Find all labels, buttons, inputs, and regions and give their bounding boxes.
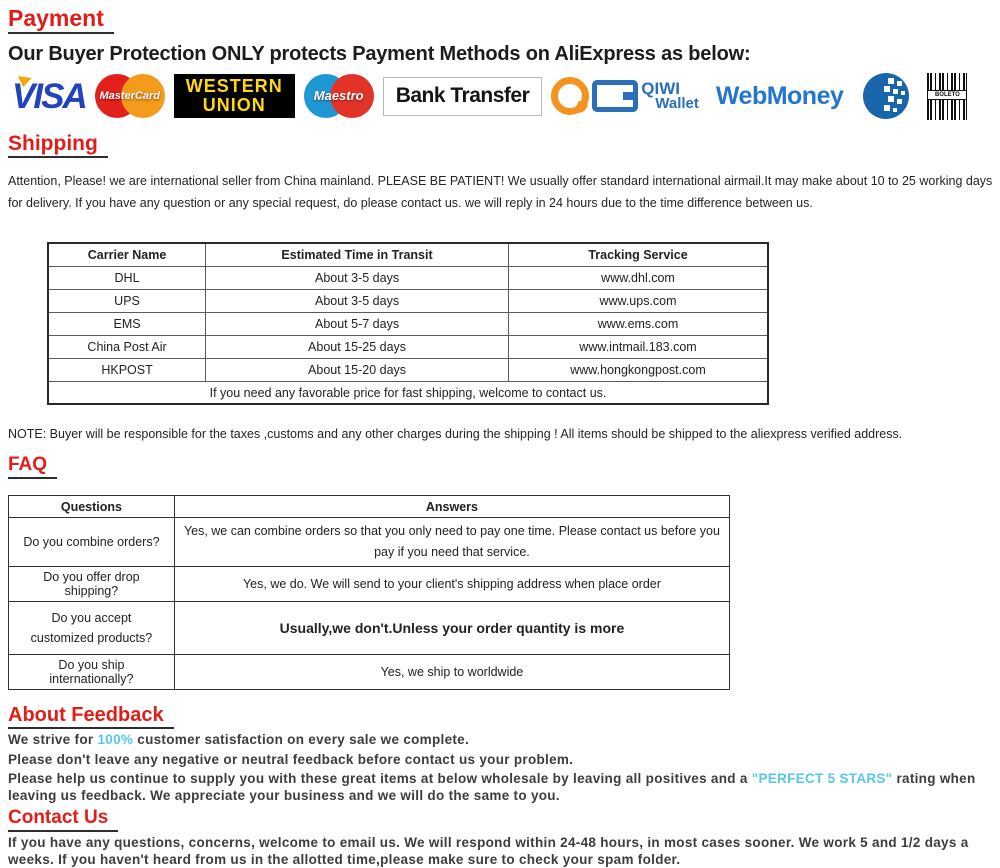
table-row xyxy=(9,518,730,567)
table-row: EMS About 5-7 days www.ems.com xyxy=(48,312,768,335)
payment-logos-row xyxy=(8,70,994,122)
bank-transfer-logo: Bank Transfer xyxy=(383,77,543,116)
faq-header-row xyxy=(9,496,730,518)
col-answers: Answers xyxy=(174,496,729,518)
tracking-url: www.ems.com xyxy=(509,312,769,335)
visa-logo: VISA xyxy=(8,79,86,114)
shipping-table-header-row xyxy=(48,243,768,266)
faq-answer: Yes, we do. We will send to your client's shipping address when place order xyxy=(174,567,729,602)
feedback-line-2: Please don't leave any negative or neutral feedback before contact us your problem. xyxy=(8,751,574,767)
faq-answer: Yes, we ship to worldwide xyxy=(174,655,729,690)
col-transit-time: Estimated Time in Transit xyxy=(206,243,509,266)
shipping-footer-note: If you need any favorable price for fast shipping, welcome to contact us. xyxy=(48,381,768,404)
tracking-url: www.intmail.183.com xyxy=(509,335,769,358)
table-row xyxy=(9,655,730,690)
qiwi-wallet-logo: QIWI Wallet xyxy=(551,77,699,115)
buyer-protection-headline: Our Buyer Protection ONLY protects Payment Methods on AliExpress as below: xyxy=(8,43,751,66)
tracking-url: www.ups.com xyxy=(509,289,769,312)
qiwi-q-icon xyxy=(551,77,589,115)
faq-table xyxy=(8,495,730,690)
shipping-note: NOTE: Buyer will be responsible for the taxes ,customs and any other charges during the shipping ! All items should be shipped to the aliexpress verified address. xyxy=(8,427,903,442)
col-tracking-service: Tracking Service xyxy=(509,243,769,266)
satisfaction-highlight: 100% xyxy=(97,732,134,748)
table-row: DHL About 3-5 days www.dhl.com xyxy=(48,266,768,289)
feedback-heading: About Feedback xyxy=(8,704,174,729)
mastercard-logo xyxy=(95,73,165,119)
feedback-line-3: Please help us continue to supply you with these great items at below wholesale by leaving all positives and a "PERFECT 5 STARS" rating when leaving us feedback. We appreciate your business and we will do the same to you. xyxy=(8,771,976,803)
faq-section xyxy=(8,441,994,690)
contact-section xyxy=(8,804,994,868)
boleto-barcode-icon xyxy=(927,73,967,120)
contact-body-text: If you have any questions, concerns, welcome to email us. We will respond within 24-48 hours, in most cases sooner. We work 5 and 1/2 days a weeks. If you haven't heard from us in the allotted time,please make sure to check your spam folder. xyxy=(8,835,969,867)
tracking-url: www.dhl.com xyxy=(509,266,769,289)
webmoney-logo: WebMoney xyxy=(715,81,844,110)
qiwi-wallet-icon xyxy=(592,80,638,112)
shipping-table xyxy=(47,242,769,405)
table-row xyxy=(9,602,730,655)
tracking-url: www.hongkongpost.com xyxy=(509,358,769,381)
payment-section xyxy=(8,4,994,122)
perfect-5-stars-highlight: "PERFECT 5 STARS" xyxy=(751,771,893,787)
feedback-section xyxy=(8,690,994,804)
faq-answer: Usually,we don't.Unless your order quantity is more xyxy=(174,602,729,655)
table-row: UPS About 3-5 days www.ups.com xyxy=(48,289,768,312)
feedback-line-1: We strive for 100% customer satisfaction on every sale we complete. xyxy=(8,732,470,748)
payment-heading: Payment xyxy=(8,6,114,34)
col-carrier-name: Carrier Name xyxy=(48,243,206,266)
faq-answer: Yes, we can combine orders so that you only need to pay one time. Please contact us before you pay if you need that service. xyxy=(174,518,729,567)
western-union-logo: WESTERN UNION xyxy=(174,74,295,118)
mastercard-label: MasterCard xyxy=(99,90,160,103)
maestro-label: Maestro xyxy=(313,88,364,104)
shipping-table-footer-row xyxy=(48,381,768,404)
maestro-logo xyxy=(304,73,374,119)
shipping-heading: Shipping xyxy=(8,132,108,158)
table-row xyxy=(9,567,730,602)
faq-question: Do you combine orders? xyxy=(9,518,175,567)
faq-question: Do you ship internationally? xyxy=(9,655,175,690)
faq-heading: FAQ xyxy=(8,455,57,479)
contact-heading: Contact Us xyxy=(8,808,118,832)
boleto-label: BOLETO xyxy=(927,90,967,100)
col-questions: Questions xyxy=(9,496,175,518)
shipping-section xyxy=(8,122,994,441)
faq-question: Do you accept customized products? xyxy=(9,602,175,655)
webmoney-globe-icon xyxy=(862,72,910,120)
table-row: HKPOST About 15-20 days www.hongkongpost.com xyxy=(48,358,768,381)
faq-question: Do you offer drop shipping? xyxy=(9,567,175,602)
shipping-intro-text: Attention, Please! we are international seller from China mainland. PLEASE BE PATIENT! We usually offer standard international airmail.It may make about 10 to 25 working days for delivery. If you have any question or any special request, do please contact us. we will reply in 24 hours due to the time difference between us. xyxy=(8,174,993,211)
table-row: China Post Air About 15-25 days www.intmail.183.com xyxy=(48,335,768,358)
